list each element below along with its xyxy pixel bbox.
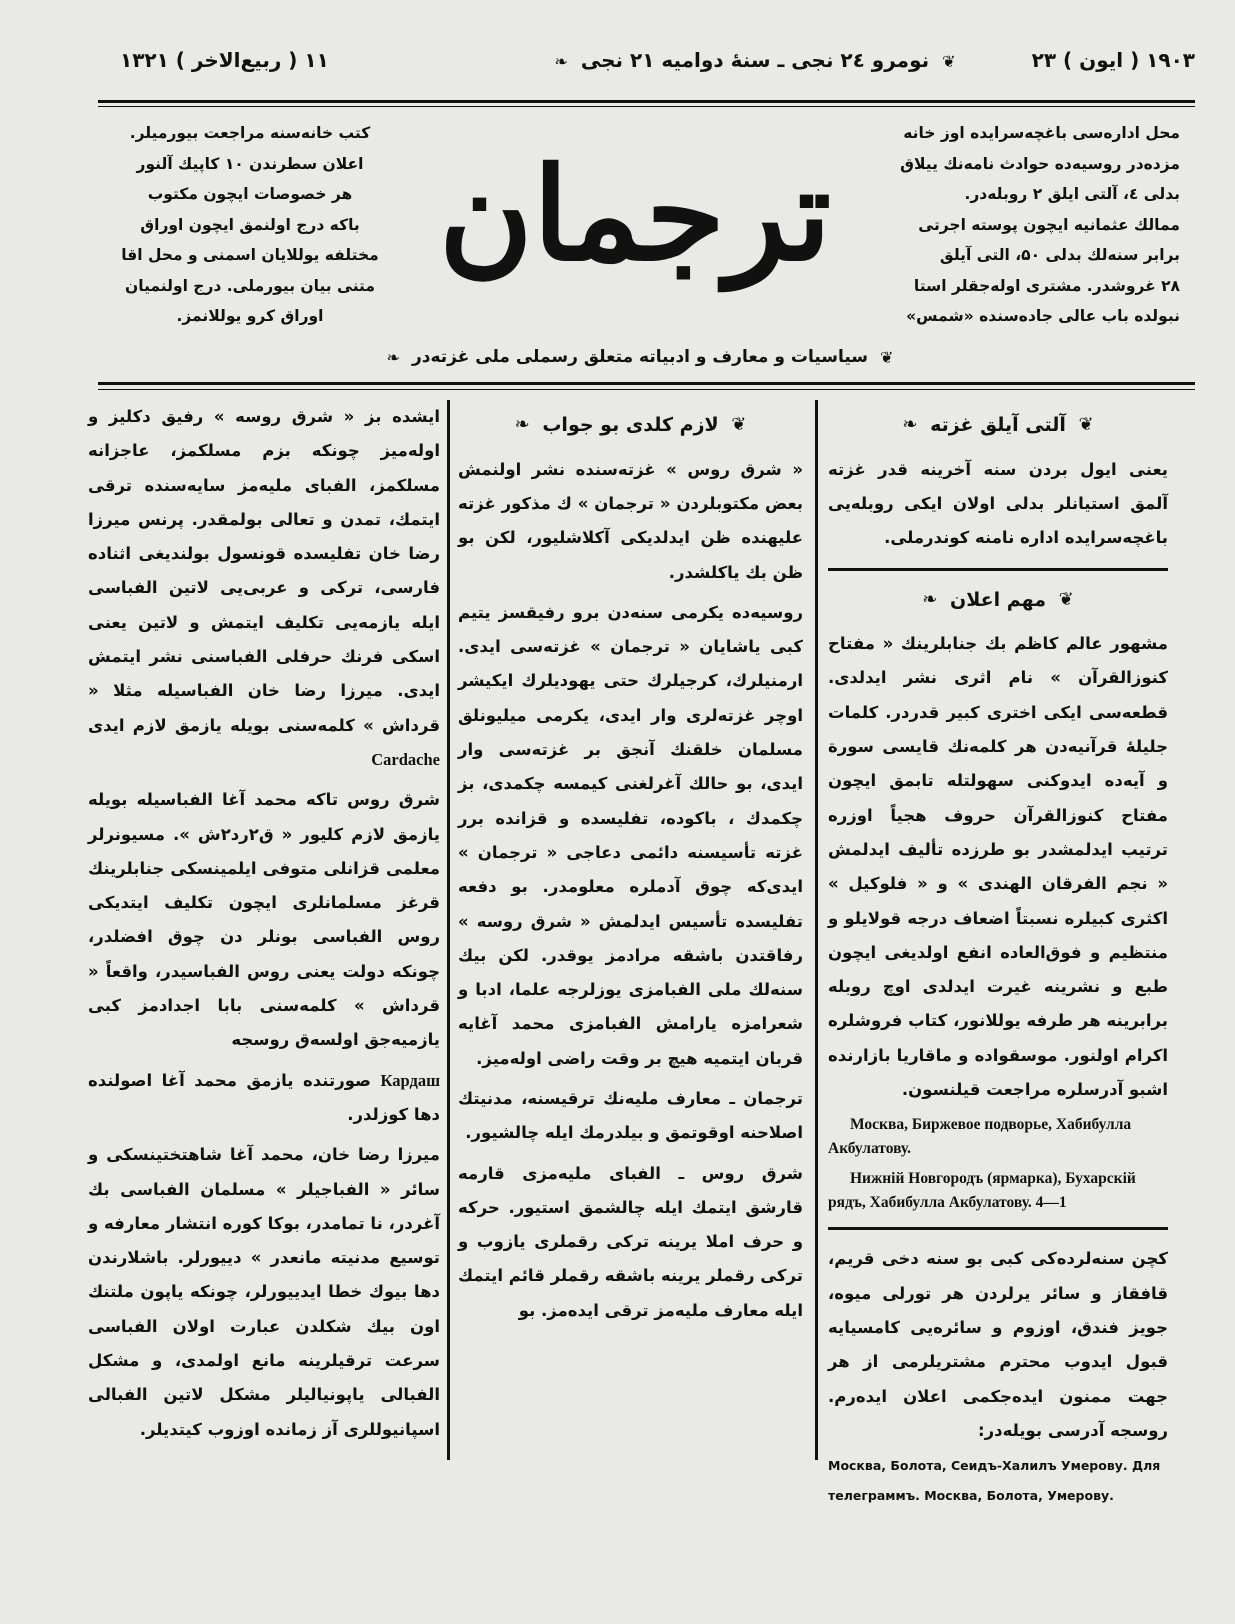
article-heading	[458, 408, 803, 443]
masthead-rule-thin	[98, 106, 1195, 107]
column-divider	[815, 400, 818, 1460]
latin-word: Cardache	[371, 749, 440, 769]
newspaper-logo	[430, 130, 840, 320]
announcement-address: Москва, Биржевое подворье, Хабибулла Акбулатову.	[828, 1116, 1132, 1158]
announcement-title: مهم اعلان	[950, 588, 1046, 611]
notice-heading	[828, 408, 1168, 443]
subtitle-text: سیاسیات و معارف و ادبیاته متعلق رسملی ملی غزته‌در	[411, 347, 869, 367]
subscription-line: بدلی ٤، آلتی ایلق ۲ روبله‌در.	[964, 185, 1180, 203]
subscription-line: محل ادارەسی باغچەسرایده اوز خانه	[903, 124, 1180, 142]
advertising-line: متنی بیان بیورملی. درج اولنمیان	[125, 276, 375, 295]
fruit-ad-text: کچن سنه‌لرده‌کی کبی بو سنه دخی قریم، قافقاز و سائر یرلردن هر تورلی میوه، جویز فندق، اوزوم و سائره‌یی کامسیایه قبول ایدوب محترم مشتریلرمی از هر جهت ممنون ایده‌جکمی اعلان ایده‌رم. روسجه آدرسی بویله‌در:	[828, 1249, 1168, 1440]
article-paragraph: شرق روس تاکه محمد آغا الفباسیله بویله یازمق لازم کلیور « ق۲رد۲ش ». مسیونرلر معلمی قزانلی متوفی ایلمینسکی جنابلرینك قرغز مسلمانلری ایچون تکلیف ایتدیکی روس الفباسی بونلر دن چوق افضلدر، چونکه دولت یعنی روس الفباسیدر، واقعاً « قرداش » کلمه‌سنی بابا اجدادمز کبی یازمیه‌جق اولسه‌ق روسجه	[88, 790, 440, 1050]
fleuron-icon: ❧	[554, 52, 568, 71]
fleuron-icon: ❦	[731, 414, 747, 436]
fleuron-icon: ❧	[902, 414, 918, 436]
section-rule	[828, 568, 1168, 571]
notice-text: یعنی ایول بردن سنه آخرینه قدر غزته آلمق استیانلر بدلی اولان ایکی روبله‌یی باغچه‌سرایده اداره نامنه کوندرملی.	[828, 459, 1168, 548]
masthead-dateline	[120, 48, 1195, 84]
column-divider	[447, 400, 450, 1460]
article-paragraph: میرزا رضا خان، محمد آغا شاهتختینسکی و سائر « الفباجیلر » مسلمان الفباسی بك آغردر، نا تمامدر، بوکا کوره انتشار معارفه و توسیع مدنیته مانعدر » دییورلر. باشلارندن دها بیوك خطا ایدییورلر، چونکه یاپون ملتنك اون بیك شکلدن عبارت اولان الفباسی سرعت ترقیلرینه مانع اولمدی، و مشکل الفبالی یاپونیالیلر مشکل لاتین الفبالی اسپانیوللری آز زمانده اوزوب کیتدیلر.	[88, 1145, 440, 1439]
article-paragraph: روسیه‌ده یکرمی سنه‌دن برو رفیقسز یتیم کبی یاشایان « ترجمان » غزته‌سی ایدی. ارمنیلرك، کرجیلرك حتی یهودیلرك ایکیشر اوچر غزته‌لری وار ایدی، یکرمی میلیونلق مسلمان خلقنك آنجق بر غزته‌سی وار ایدی، بو حالك آغرلغنی کیمسه چکمدی، بز چکمدك ، باکوده، تفلیسده و قزانده برر غزته تأسیسنه دائمی دعاجی « ترجمان » ایدی‌که چوق آدملره معلومدر. بو دفعه تفلیسده تأسیس ایدلمش « شرق روسه » رفاقتدن باشقه مرادمز یوقدر. لکن بیك سنه‌لك ملی الفبامزی یوزلرجه علما، ادبا و شعرامزه یارامش الفبامزی محمد آغایه قربان ایتمیه هیچ بر وقت راضی اوله‌میز.	[458, 602, 803, 1068]
advertising-info	[95, 118, 405, 332]
subscription-line: ۲۸ غروشدر. مشتری اوله‌جقلر استا‌	[913, 276, 1180, 295]
issue-line	[520, 48, 990, 72]
article-paragraph	[88, 400, 440, 777]
advertising-line: اوراق کرو یوللانمز.	[176, 307, 324, 325]
article-text: ایشده بز « شرق روسه » رفیق دکلیز و اوله‌میز چونکه بزم مسلکمز، عاجزانه مسلکمز، الفبای ملیه‌مز سایه‌سنده ترقی ایتمك، تمدن و تعالی بولمقدر. پرنس میرزا رضا خان تفلیسده قونسول بولندیغی اثناده فارسی، ترکی و عربی‌یی لاتین الفباسی ایله یازمه‌یی تکلیف ایتمش و لاتین یعنی اسکی فرنك حرفلی الفباسنی نشر ایتمش ایدی. میرزا رضا خان الفباسیله مثلا « قرداش » کلمه‌سنی بویله یازمق لازم ایدی	[88, 407, 440, 735]
masthead-subtitle	[360, 347, 920, 367]
fruit-ad-address: телеграммъ. Москва, Болота, Умерову.	[828, 1488, 1114, 1504]
article-text: صورتنده یازمق محمد آغا اصو‌لنده دها کوزلدر.	[88, 1070, 440, 1124]
announcement-address: Нижній Новгородъ (ярмарка), Бухарскій рядъ, Хабибулла Акбулатову. 4—1	[828, 1170, 1136, 1212]
article-title: لازم کلدی بو جواب	[542, 414, 719, 436]
subscription-line: نبولده باب عالی جاده‌سنده «شمس»	[906, 307, 1180, 325]
fleuron-icon: ❧	[386, 347, 401, 367]
advertising-line: اعلان سطرندن ۱۰ کاپیك آلنور	[136, 154, 364, 173]
article-paragraph	[88, 1064, 440, 1133]
gregorian-date: ۱۹۰۳ ( ایون ) ۲۳	[1031, 48, 1195, 72]
fleuron-icon: ❦	[942, 52, 956, 71]
subtitle-rule	[98, 382, 1195, 385]
fleuron-icon: ❧	[514, 414, 530, 436]
section-rule	[828, 1227, 1168, 1230]
article-paragraph: شرق روس ـ الفبای ملیه‌مزی قارمه قارشق ایتمك ایله چالشمق استیور. حرکه و حرف املا یرینه ترکی رقملری یازوب و ترکی رقملر یرینه باشقه رقملر قائم ایتمك ایله معارف ملیه‌مز ترقی ایده‌مز. بو	[458, 1163, 803, 1320]
article-paragraph: ترجمان ـ معارف ملیه‌نك ترقیسنه، مدنیتك اصلاحنه اوقوتمق و بیلدرمك ایله چالشیور.	[458, 1088, 803, 1143]
fruit-ad-address: Москва, Болота, Сеидъ-Халилъ Умерову. Для	[828, 1458, 1161, 1474]
issue-number: نومرو ۲٤ نجی ـ سنهٔ دوامیه ۲۱ نجی	[580, 48, 930, 72]
masthead-rule	[98, 100, 1195, 103]
advertising-line: هر خصوصات ایچون مکتوب	[147, 185, 353, 203]
advertising-line: کتب خانه‌سنه مراجعت بیورمیلر.	[129, 124, 371, 142]
fleuron-icon: ❦	[1058, 588, 1074, 610]
hijri-date: ۱۱ ( ربیع‌الاخر ) ۱۳۲۱	[120, 48, 329, 72]
notice-title: آلتی آیلق غزته	[930, 414, 1066, 436]
advertising-line: باکه درج اولنمق ایچون اوراق	[140, 215, 360, 234]
subscription-info	[880, 118, 1180, 332]
column-left	[88, 400, 440, 1453]
article-paragraph: « شرق روس » غزته‌سنده نشر اولنمش بعض مکتوبلردن « ترجمان » ك مذکور غزته علیهنده ظن ایدلدیکی آکلاشلیور، لکن بو ظن بك یاکلشدر.	[458, 459, 803, 582]
logo-title: ترجمان	[438, 140, 832, 290]
announcement-text: مشهور عالم کاظم بك جنابلرینك « مفتاح کنوزالقرآن » نام اثری نشر ایدلدی. قطعه‌سی ایکی اختری کبیر قدردر. کلمات جلیلهٔ قرآنیه‌دن هر کلمه‌نك قایسی سورة و آیه‌ده ایدوکنی سهولتله تابمق ایچون مفتاح کنوزالقرآن حروف هجیاً اوزره ترتیب ایدلمشدر بو طرزده تألیف ایدلمش « نجم الفرقان الهندی » و « فلوکیل » اکثری کبیلره نسبتاً اضعاف درجه قولایلو و منتظیم و فوق‌العاده انفع اولدیغی ایچون طبع و نشرینه غیرت ایدلدی اوچ روبله برابرینه هر طرفه یوللانور، کتاب فروشلره اکرام اولنور. موسقواده و ماقاریا بازارنده اشبو آدرسلره مراجعت قیلنسون.	[828, 634, 1168, 1100]
subscription-line: مزده‌در روسیه‌ده حوادث نامه‌نك ییلاق	[900, 154, 1180, 173]
announcement-heading	[828, 583, 1168, 618]
column-right	[828, 400, 1168, 1514]
subscription-line: برابر سنه‌لك بدلی ۵۰، التی آیلق	[939, 246, 1180, 264]
fleuron-icon: ❦	[879, 347, 894, 367]
subscription-line: ممالك عثمانیه ایچون پوسته اجرتی	[918, 215, 1180, 234]
fleuron-icon: ❦	[1078, 414, 1094, 436]
advertising-line: مختلفه یوللایان اسمنی و محل اقا	[121, 246, 379, 264]
subtitle-rule-thin	[98, 389, 1195, 390]
cyrillic-word: Кардаш	[380, 1070, 440, 1090]
fleuron-icon: ❧	[922, 588, 938, 610]
column-middle	[458, 400, 803, 1334]
